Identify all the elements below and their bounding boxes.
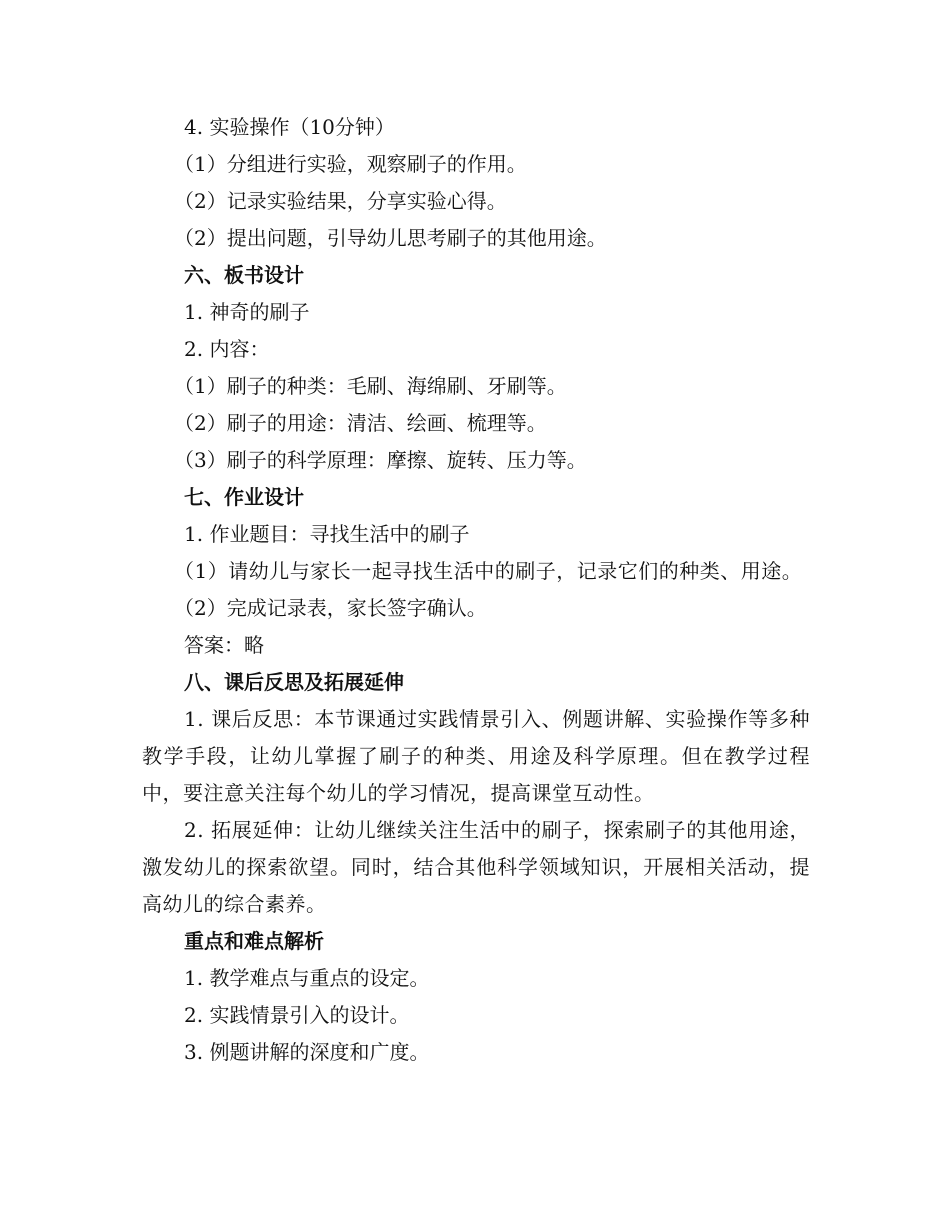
list-item: （3）刷子的科学原理：摩擦、旋转、压力等。 xyxy=(174,448,587,472)
section-6-heading: 六、板书设计 xyxy=(184,263,304,287)
list-item: （1）刷子的种类：毛刷、海绵刷、牙刷等。 xyxy=(174,374,567,398)
key-points-heading: 重点和难点解析 xyxy=(184,929,324,953)
section-7-heading: 七、作业设计 xyxy=(184,485,304,509)
list-item: （1）分组进行实验，观察刷子的作用。 xyxy=(174,152,527,176)
list-item: 1. 神奇的刷子 xyxy=(184,300,310,324)
list-item: （2）完成记录表，家长签字确认。 xyxy=(174,596,487,620)
list-item: （1）请幼儿与家长一起寻找生活中的刷子，记录它们的种类、用途。 xyxy=(174,559,803,583)
list-item: （2）提出问题，引导幼儿思考刷子的其他用途。 xyxy=(174,226,607,250)
list-item: 1. 教学难点与重点的设定。 xyxy=(184,966,430,990)
list-item: （2）刷子的用途：清洁、绘画、梳理等。 xyxy=(174,411,547,435)
list-item: 3. 例题讲解的深度和广度。 xyxy=(184,1040,430,1064)
document-body xyxy=(142,109,810,1071)
list-item: 2. 实践情景引入的设计。 xyxy=(184,1003,410,1027)
paragraph: 2. 拓展延伸：让幼儿继续关注生活中的刷子，探索刷子的其他用途，激发幼儿的探索欲望。同时，结合其他科学领域知识，开展相关活动，提高幼儿的综合素养。 xyxy=(142,818,810,916)
list-item: 1. 作业题目：寻找生活中的刷子 xyxy=(184,522,470,546)
answer-line: 答案：略 xyxy=(184,633,264,657)
list-item: 2. 内容： xyxy=(184,337,270,361)
list-item: （2）记录实验结果，分享实验心得。 xyxy=(174,189,507,213)
paragraph: 1. 课后反思：本节课通过实践情景引入、例题讲解、实验操作等多种教学手段，让幼儿掌握了刷子的种类、用途及科学原理。但在教学过程中，要注意关注每个幼儿的学习情况，提高课堂互动性。 xyxy=(142,707,810,805)
section-8-heading: 八、课后反思及拓展延伸 xyxy=(184,670,404,694)
section-4-title: 4. 实验操作（10分钟） xyxy=(184,115,395,139)
